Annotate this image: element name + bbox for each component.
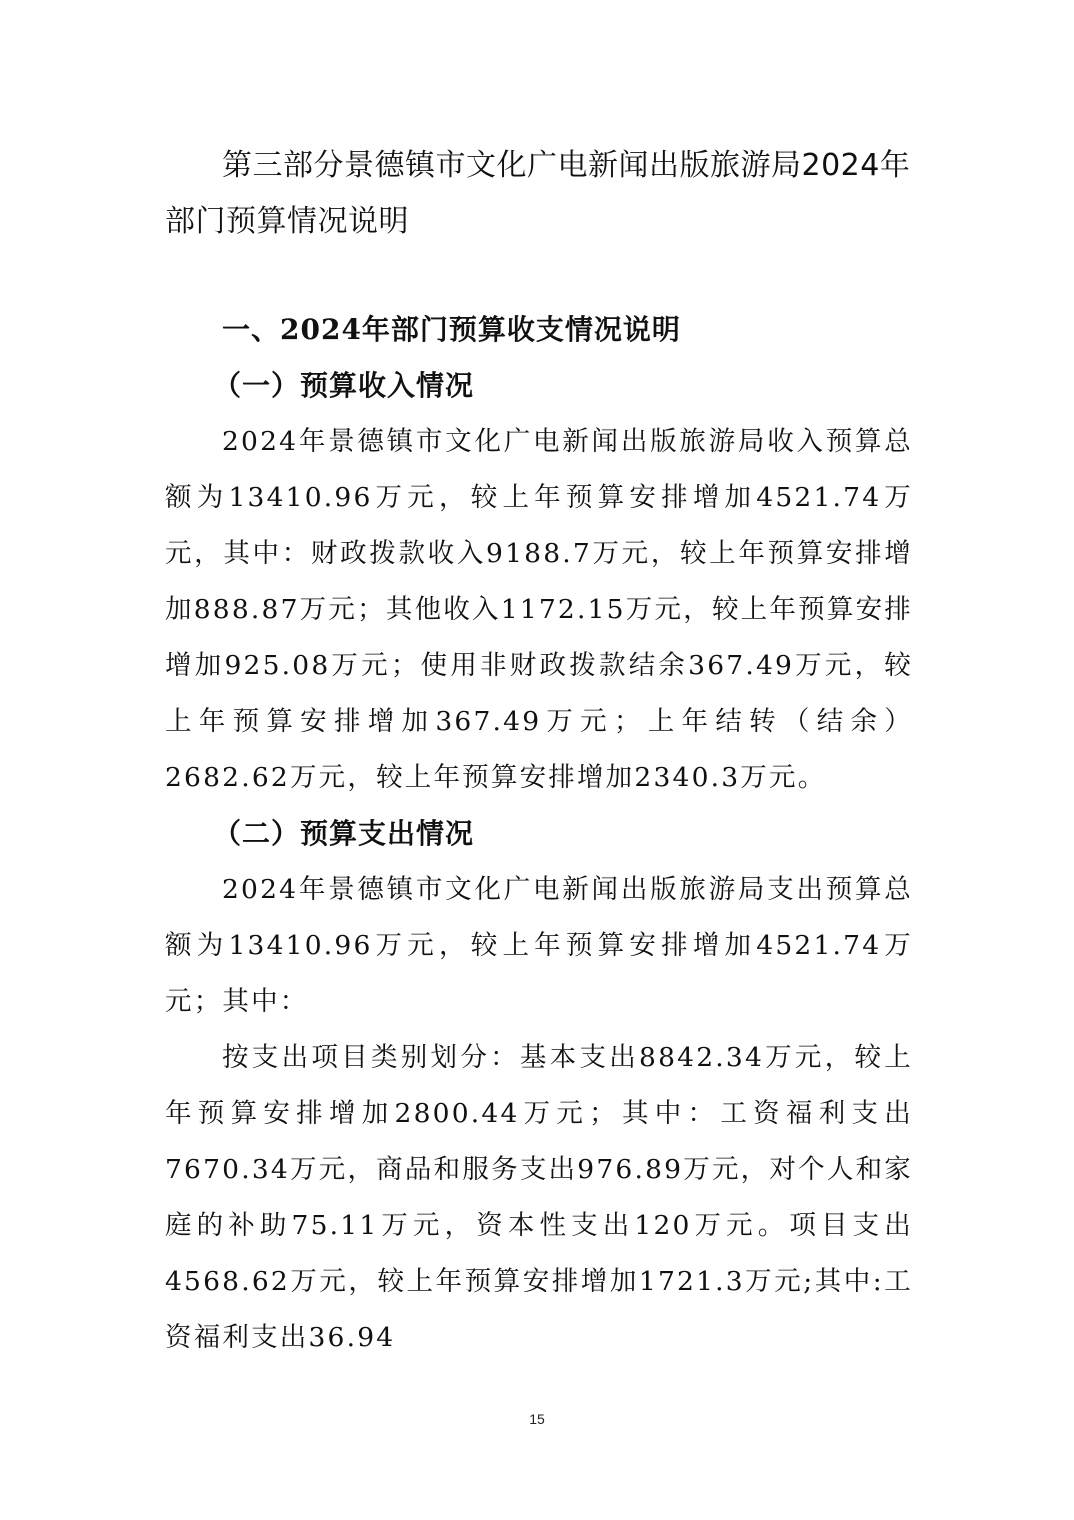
subsection-heading-income: （一）预算收入情况 (213, 369, 475, 402)
document-title: 第三部分景德镇市文化广电新闻出版旅游局2024年部门预算情况说明 (165, 148, 911, 239)
subsection-heading-expenditure: （二）预算支出情况 (213, 817, 475, 850)
paragraph-income: 2024年景德镇市文化广电新闻出版旅游局收入预算总额为13410.96万元，较上年预算安排增加4521.74万元，其中：财政拨款收入9188.7万元，较上年预算安排增加888.87万元；其他收入1172.15万元，较上年预算安排增加925.08万元；使用非财政拨款结余367.49万元，较上年预算安排增加367.49万元；上年结转（结余）2682.62万元，较上年预算安排增加2340.3万元。 (165, 426, 913, 793)
section-heading-budget-overview: 一、2024年部门预算收支情况说明 (222, 313, 681, 346)
page-number: 15 (529, 1411, 545, 1427)
paragraph-expenditure: 2024年景德镇市文化广电新闻出版旅游局支出预算总额为13410.96万元，较上年预算安排增加4521.74万元；其中： (165, 874, 913, 1017)
paragraph-by-category: 按支出项目类别划分：基本支出8842.34万元，较上年预算安排增加2800.44万元；其中：工资福利支出7670.34万元，商品和服务支出976.89万元，对个人和家庭的补助75.11万元，资本性支出120万元。项目支出4568.62万元，较上年预算安排增加1721.3万元;其中:工资福利支出36.94 (165, 1042, 913, 1353)
